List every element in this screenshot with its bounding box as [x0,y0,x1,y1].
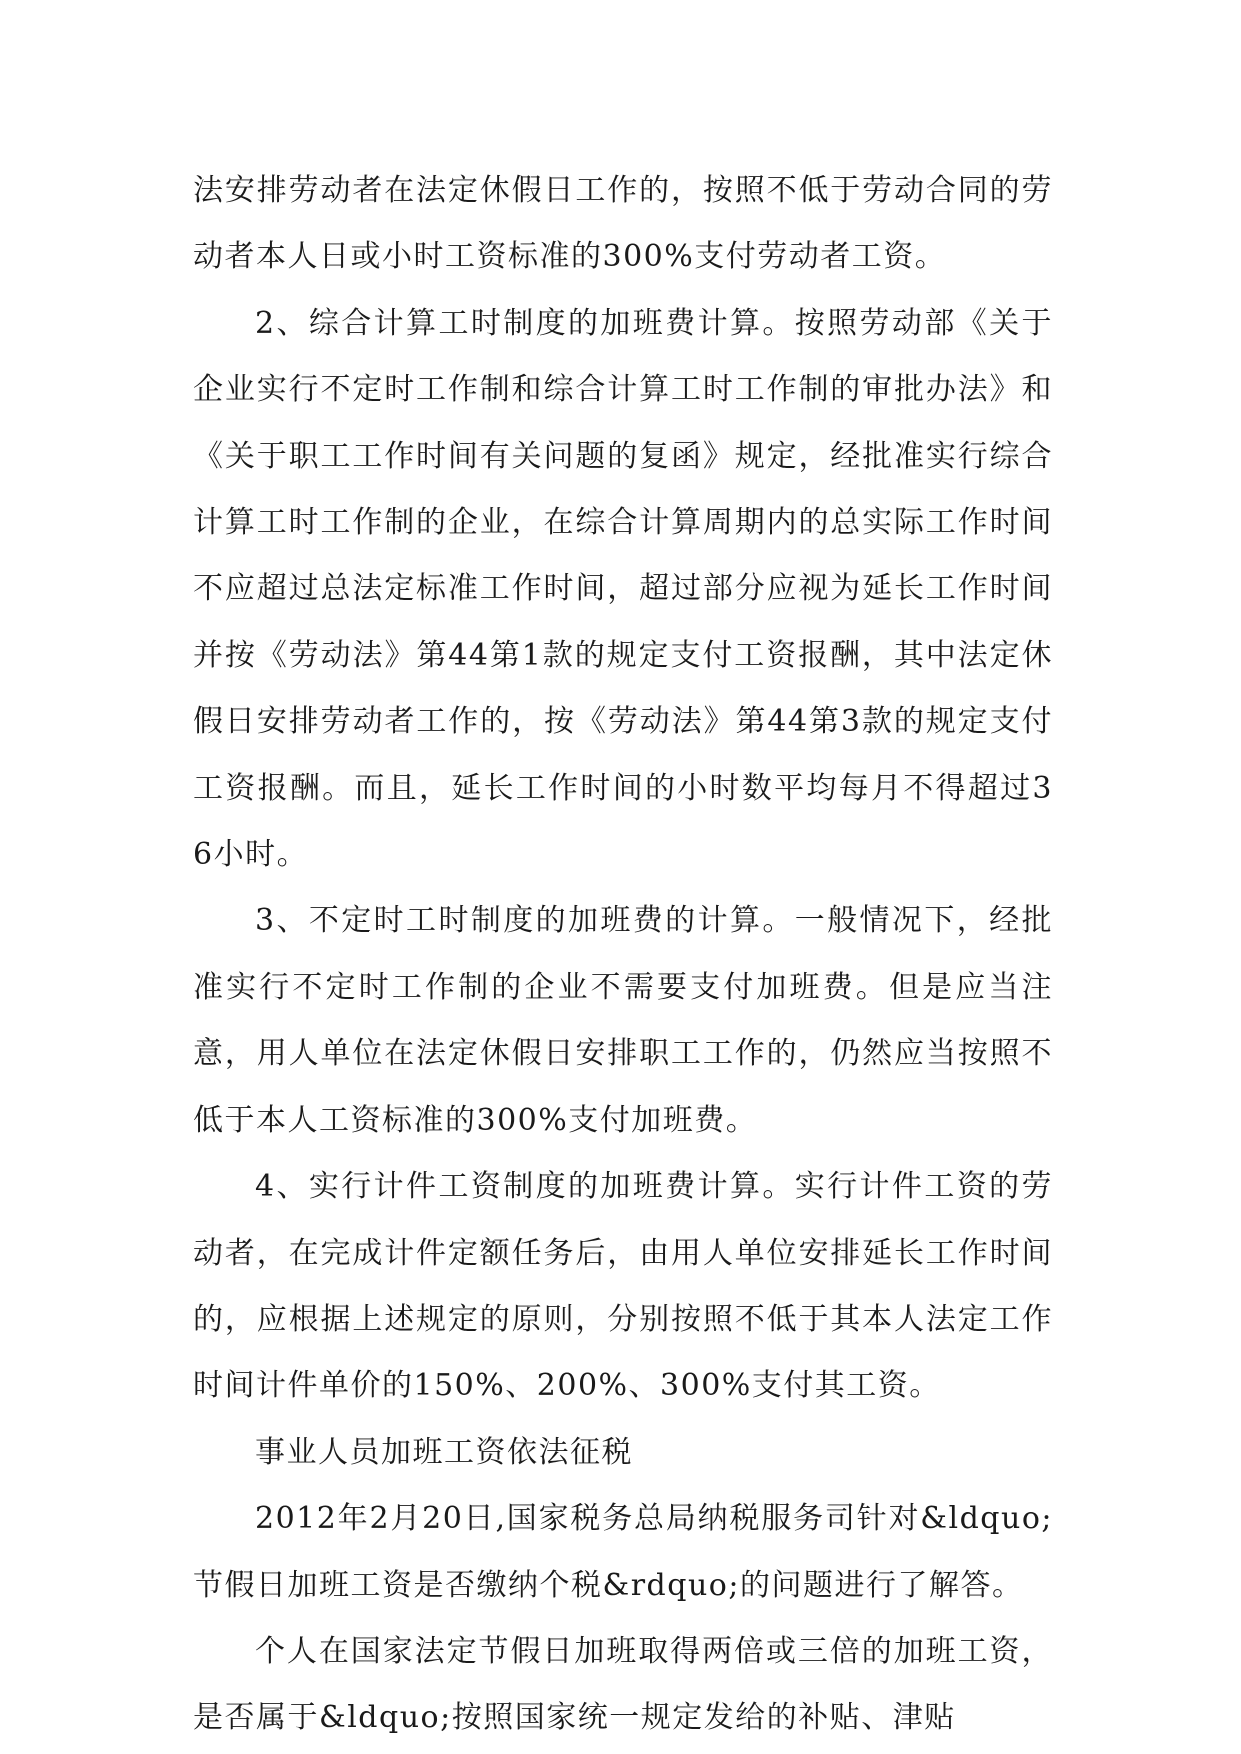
document-body [193,158,1053,1752]
paragraph-comprehensive-hours: 2、综合计算工时制度的加班费计算。按照劳动部《关于企业实行不定时工作制和综合计算工时工作制的审批办法》和《关于职工工作时间有关问题的复函》规定，经批准实行综合计算工时工作制的企业，在综合计算周期内的总实际工作时间不应超过总法定标准工作时间，超过部分应视为延长工作时间并按《劳动法》第44第1款的规定支付工资报酬，其中法定休假日安排劳动者工作的，按《劳动法》第44第3款的规定支付工资报酬。而且，延长工作时间的小时数平均每月不得超过36小时。 [193,305,1053,873]
paragraph-flexible-hours: 3、不定时工时制度的加班费的计算。一般情况下，经批准实行不定时工作制的企业不需要支付加班费。但是应当注意，用人单位在法定休假日安排职工工作的，仍然应当按照不低于本人工资标准的300%支付加班费。 [193,903,1053,1138]
paragraph-holiday-overtime-tax-question: 个人在国家法定节假日加班取得两倍或三倍的加班工资，是否属于&ldquo;按照国家统一规定发给的补贴、津贴 [193,1633,1053,1736]
paragraph-piecework-wages: 4、实行计件工资制度的加班费计算。实行计件工资的劳动者，在完成计件定额任务后，由用人单位安排延长工作时间的，应根据上述规定的原则，分别按照不低于其本人法定工作时间计件单价的150%、200%、300%支付其工资。 [193,1169,1053,1404]
paragraph-overtime-holiday-continued: 法安排劳动者在法定休假日工作的，按照不低于劳动合同的劳动者本人日或小时工资标准的300%支付劳动者工资。 [193,173,1053,275]
section-heading-tax: 事业人员加班工资依法征税 [255,1434,633,1470]
paragraph-tax-bureau-answer: 2012年2月20日,国家税务总局纳税服务司针对&ldquo;节假日加班工资是否缴纳个税&rdquo;的问题进行了解答。 [193,1501,1053,1603]
